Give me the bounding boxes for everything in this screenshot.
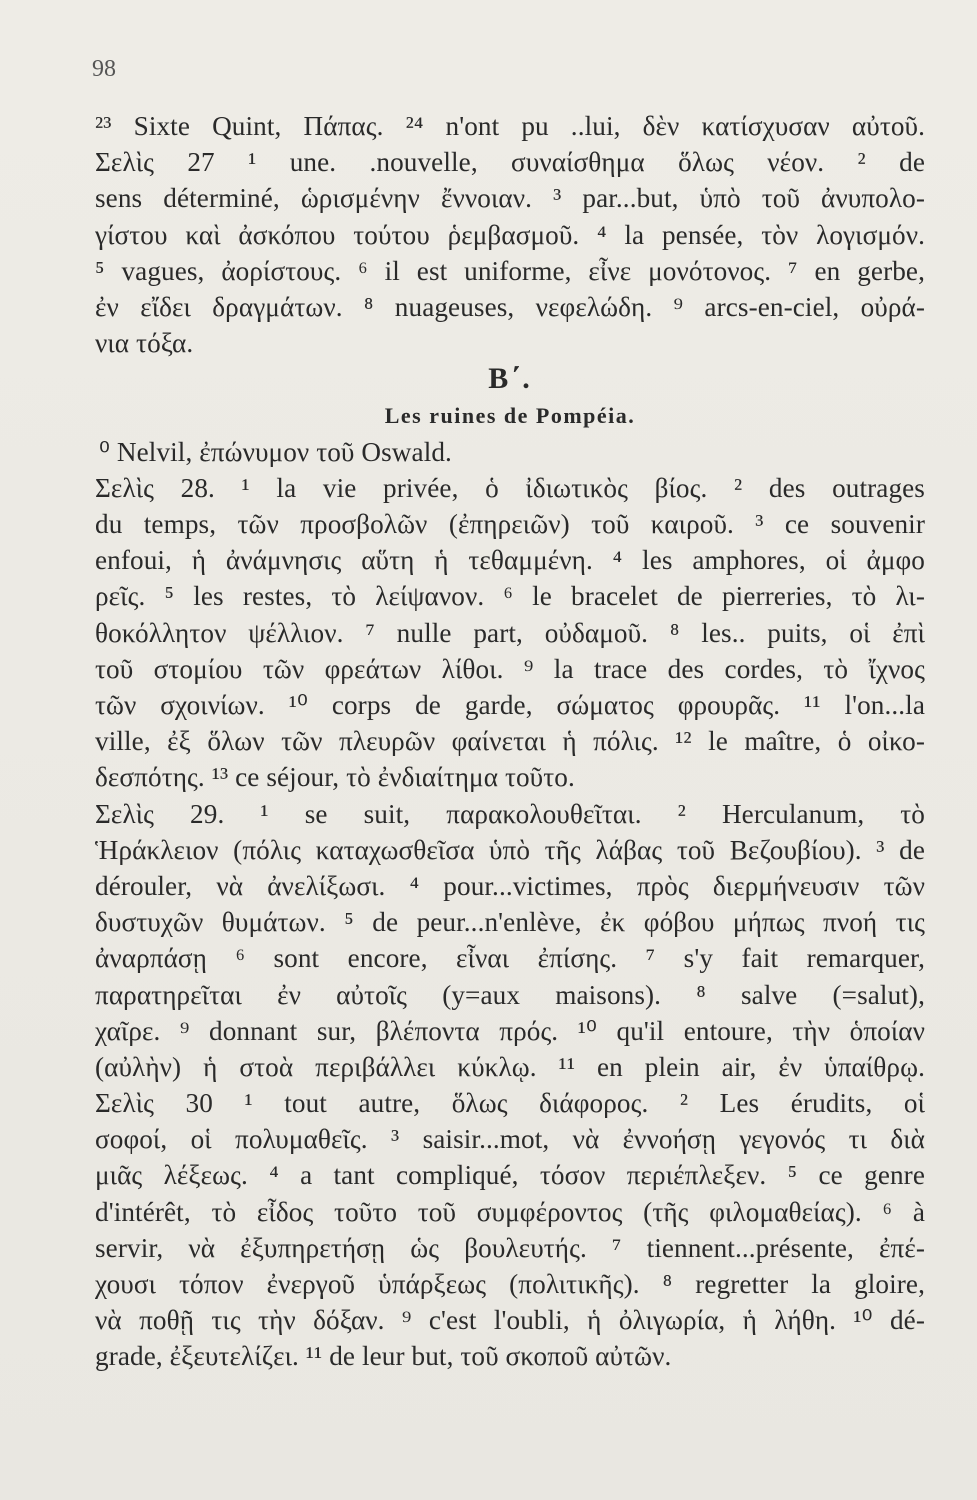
text-line: servir, νὰ ἐξυπηρετήσῃ ὡς βουλευτής. ⁷ tiennent...présente, ἐπέ- bbox=[95, 1232, 925, 1263]
text-line: du temps, τῶν προσβολῶν (ἐπηρειῶν) τοῦ καιροῦ. ³ ce souvenir bbox=[95, 509, 925, 540]
text-line: ⁵ vagues, ἀορίστους. ⁶ il est uniforme, εἶνε μονότονος. ⁷ en gerbe, bbox=[95, 255, 925, 286]
section-title: Les ruines de Pompéia. bbox=[384, 402, 636, 428]
text-line: θοκόλλητον ψέλλιον. ⁷ nulle part, οὐδαμοῦ. ⁸ les.. puits, οἱ ἐπὶ bbox=[95, 617, 925, 648]
text-line: σοφοί, οἱ πολυμαθεῖς. ³ saisir...mot, νὰ ἐννοήσῃ γεγονός τι διὰ bbox=[95, 1124, 925, 1155]
text-line: γίστου καὶ ἀσκόπου τούτου ῥεμβασμοῦ. ⁴ la pensée, τὸν λογισμόν. bbox=[95, 219, 925, 250]
text-line: Ἡράκλειον (πόλις καταχωσθεῖσα ὑπὸ τῆς λάβας τοῦ Βεζουβίου). ³ de bbox=[95, 834, 925, 865]
text-line: ἐν εἴδει δραγμάτων. ⁸ nuageuses, νεφελώδη. ⁹ arcs-en-ciel, οὐρά- bbox=[95, 291, 925, 322]
text-line: μιᾶς λέξεως. ⁴ a tant compliqué, τόσον περιέπλεξεν. ⁵ ce genre bbox=[95, 1160, 925, 1191]
text-line: ρεῖς. ⁵ les restes, τὸ λείψανον. ⁶ le bracelet de pierreries, τὸ λι- bbox=[95, 581, 925, 612]
text-line: d'intérêt, τὸ εἶδος τοῦτο τοῦ συμφέροντος (τῆς φιλομαθείας). ⁶ à bbox=[95, 1196, 925, 1227]
text-line: Σελὶς 29. ¹ se suit, παρακολουθεῖται. ² Herculanum, τὸ bbox=[95, 798, 925, 829]
text-line: dérouler, νὰ ἀνελίξωσι. ⁴ pour...victimes, πρὸς διερμήνευσιν τῶν bbox=[95, 870, 925, 901]
text-line: τοῦ στομίου τῶν φρεάτων λίθοι. ⁹ la trace des cordes, τὸ ἴχνος bbox=[95, 653, 925, 684]
text-line: παρατηρεῖται ἐν αὐτοῖς (y=aux maisons). ⁸ salve (=salut), bbox=[95, 979, 925, 1010]
section-letter: Β΄. bbox=[488, 362, 532, 396]
page-number: 98 bbox=[92, 56, 116, 82]
text-line: χαῖρε. ⁹ donnant sur, βλέποντα πρός. ¹⁰ qu'il entoure, τὴν ὁποίαν bbox=[95, 1015, 925, 1046]
text-line: νια τόξα. bbox=[95, 328, 194, 359]
text-line: Σελὶς 30 ¹ tout autre, ὅλως διάφορος. ² Les érudits, οἱ bbox=[95, 1088, 925, 1119]
text-line: enfoui, ἡ ἀνάμνησις αὕτη ἡ τεθαμμένη. ⁴ les amphores, οἱ ἀμφο bbox=[95, 545, 925, 576]
text-line: Σελὶς 28. ¹ la vie privée, ὁ ἰδιωτικὸς βίος. ² des outrages bbox=[95, 472, 925, 503]
text-line: ἀναρπάσῃ ⁶ sont encore, εἶναι ἐπίσης. ⁷ s'y fait remarquer, bbox=[95, 943, 925, 974]
text-block bbox=[95, 108, 925, 1375]
text-line: νὰ ποθῇ τις τὴν δόξαν. ⁹ c'est l'oubli, ἡ ὀλιγωρία, ἡ λήθη. ¹⁰ dé- bbox=[95, 1305, 925, 1336]
text-line: (αὐλὴν) ἡ στοὰ περιβάλλει κύκλῳ. ¹¹ en plein air, ἐν ὑπαίθρῳ. bbox=[95, 1051, 925, 1082]
text-line: Σελὶς 27 ¹ une. .nouvelle, συναίσθημα ὅλως νέον. ² de bbox=[95, 147, 925, 178]
text-line: ²³ Sixte Quint, Πάπας. ²⁴ n'ont pu ..lui, δὲν κατίσχυσαν αὐτοῦ. bbox=[95, 111, 925, 141]
text-line: τῶν σχοινίων. ¹⁰ corps de garde, σώματος φρουρᾶς. ¹¹ l'on...la bbox=[95, 690, 925, 720]
text-line: χουσι τόπον ἐνεργοῦ ὑπάρξεως (πολιτικῆς). ⁸ regretter la gloire, bbox=[95, 1269, 925, 1299]
text-line: δυστυχῶν θυμάτων. ⁵ de peur...n'enlève, ἐκ φόβου μήπως πνοή τις bbox=[95, 907, 925, 938]
text-line: sens déterminé, ὡρισμένην ἔννοιαν. ³ par...but, ὑπὸ τοῦ ἀνυπολο- bbox=[95, 183, 925, 214]
text-line: grade, ἐξευτελίζει. ¹¹ de leur but, τοῦ σκοποῦ αὐτῶν. bbox=[95, 1341, 672, 1372]
text-line: δεσπότης. ¹³ ce séjour, τὸ ἐνδιαίτημα τοῦτο. bbox=[95, 762, 575, 793]
text-line: ville, ἐξ ὅλων τῶν πλευρῶν φαίνεται ἡ πόλις. ¹² le maître, ὁ οἰκο- bbox=[95, 726, 925, 757]
text-line: ⁰ Nelvil, ἐπώνυμον τοῦ Oswald. bbox=[99, 436, 452, 467]
